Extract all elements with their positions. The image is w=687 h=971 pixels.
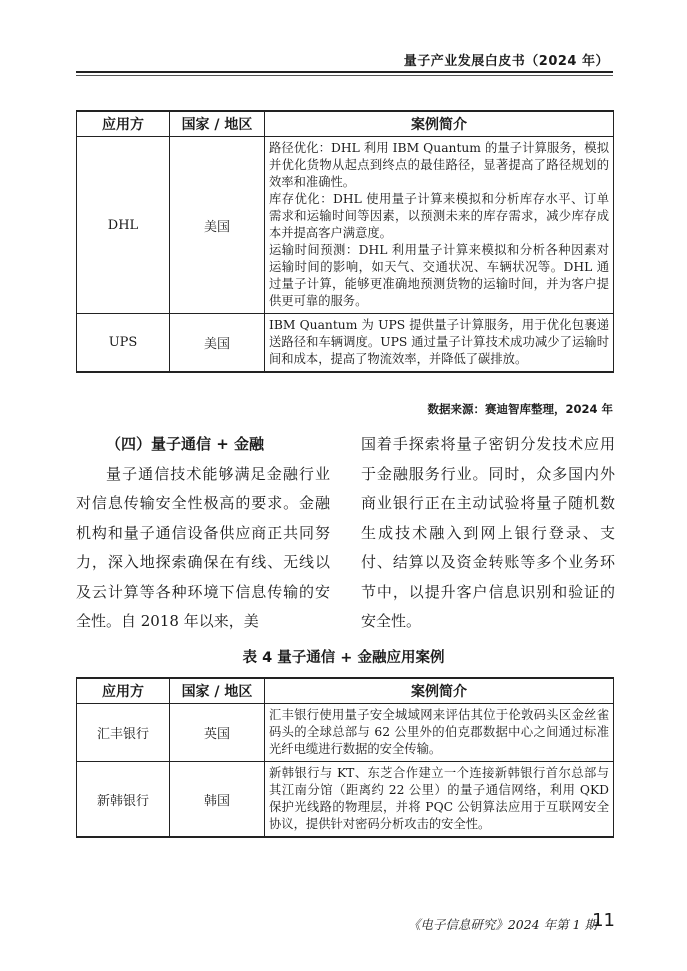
case-paragraph: 路径优化：DHL 利用 IBM Quantum 的量子计算服务，模拟并优化货物从起点到终点的最佳路径，显著提高了路径规划的效率和准确性。 (269, 141, 609, 189)
column-header-description: 案例简介 (265, 111, 614, 137)
cell-region: 韩国 (170, 762, 265, 838)
column-header-party: 应用方 (77, 678, 170, 704)
cell-description: 新韩银行与 KT、东芝合作建立一个连接新韩银行首尔总部与其江南分馆（距离约 22 公里）的量子通信网络，利用 QKD 保护光线路的物理层，并将 PQC 公钥算法应用于互联网安全协议，提供针对密码分析攻击的安全性。 (265, 762, 614, 838)
running-header-title: 量子产业发展白皮书（2024 年） (403, 54, 609, 69)
section-heading: （四）量子通信 + 金融 (106, 435, 265, 453)
header-rule-thin (76, 75, 613, 76)
table-header-row (77, 111, 614, 137)
table-row (77, 137, 614, 314)
cell-description: 汇丰银行使用量子安全城域网来评估其位于伦敦码头区金丝雀码头的全球总部与 62 公里外的伯克郡数据中心之间通过标准光纤电缆进行数据的安全传输。 (265, 704, 614, 762)
table-header-row (77, 678, 614, 704)
data-source-note: 数据来源：赛迪智库整理，2024 年 (427, 402, 613, 416)
cell-description (265, 137, 614, 314)
finance-case-table (76, 677, 614, 838)
column-header-description: 案例简介 (265, 678, 614, 704)
footer-journal-name: 《电子信息研究》2024 年第 1 期 (407, 917, 597, 932)
page-number: 11 (592, 910, 615, 931)
column-header-region: 国家 / 地区 (170, 678, 265, 704)
case-paragraph: 库存优化：DHL 使用量子计算来模拟和分析库存水平、订单需求和运输时间等因素，以预测未来的库存需求，减少库存成本并提高客户满意度。 (269, 192, 609, 240)
body-column-right (361, 430, 615, 637)
body-paragraph: 国着手探索将量子密钥分发技术应用于金融服务行业。同时，众多国内外商业银行正在主动试验将量子随机数生成技术融入到网上银行登录、支付、结算以及资金转账等多个业务环节中，以提升客户信息识别和验证的安全性。 (361, 435, 615, 630)
case-paragraph: IBM Quantum 为 UPS 提供量子计算服务，用于优化包裹递送路径和车辆调度。UPS 通过量子计算技术成功减少了运输时间和成本，提高了物流效率，并降低了碳排放。 (269, 318, 609, 366)
table-caption: 表 4 量子通信 + 金融应用案例 (242, 650, 445, 666)
cell-party: UPS (77, 314, 170, 373)
header-rule-thick (76, 71, 613, 73)
column-header-region: 国家 / 地区 (170, 111, 265, 137)
body-column-left (76, 430, 330, 637)
cell-region: 美国 (170, 137, 265, 314)
table-row (77, 762, 614, 838)
cell-description (265, 314, 614, 373)
cell-region: 美国 (170, 314, 265, 373)
logistics-case-table (76, 110, 614, 373)
cell-region: 英国 (170, 704, 265, 762)
cell-party: DHL (77, 137, 170, 314)
cell-party: 新韩银行 (77, 762, 170, 838)
body-paragraph: 量子通信技术能够满足金融行业对信息传输安全性极高的要求。金融机构和量子通信设备供应商正共同努力，深入地探索确保在有线、无线以及云计算等各种环境下信息传输的安全性。自 2018 年以来，美 (76, 464, 330, 630)
cell-party: 汇丰银行 (77, 704, 170, 762)
case-paragraph: 运输时间预测：DHL 利用量子计算来模拟和分析各种因素对运输时间的影响，如天气、交通状况、车辆状况等。DHL 通过量子计算，能够更准确地预测货物的运输时间，并为客户提供更可靠的服务。 (269, 243, 609, 308)
column-header-party: 应用方 (77, 111, 170, 137)
table-row (77, 314, 614, 373)
table-row (77, 704, 614, 762)
